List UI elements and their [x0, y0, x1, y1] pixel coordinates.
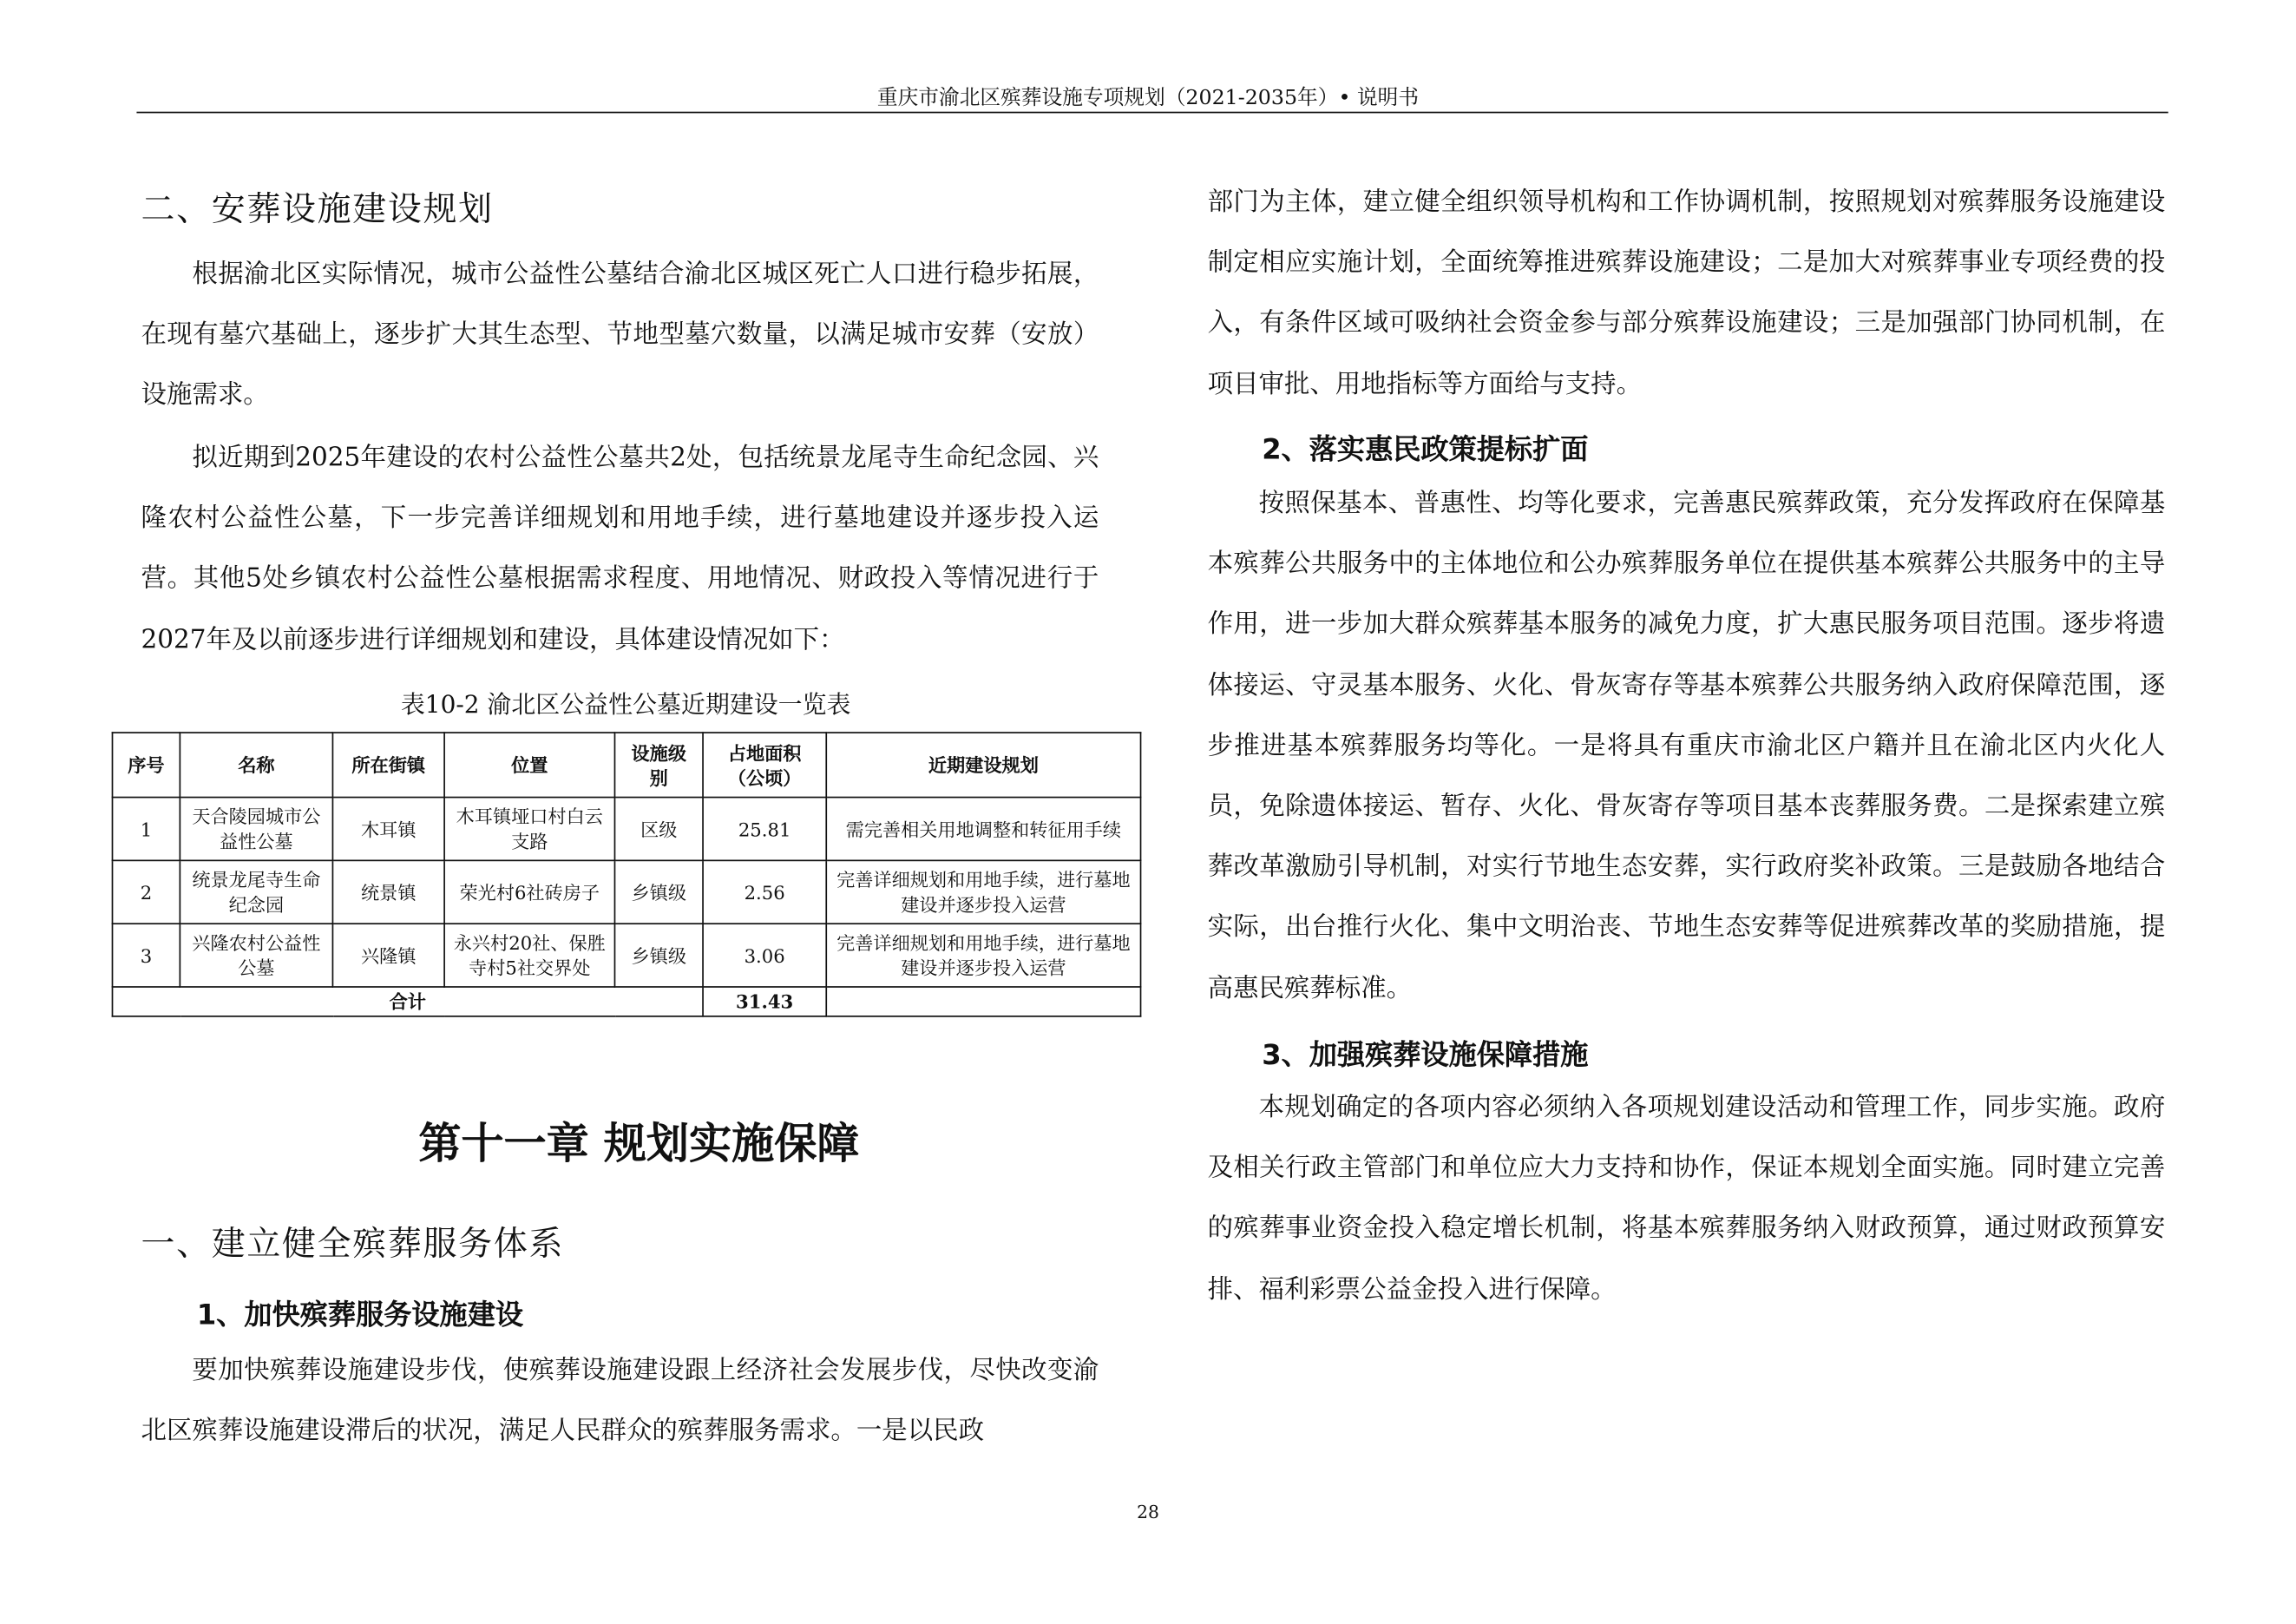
table-cell: 完善详细规划和用地手续，进行墓地建设并逐步投入运营 [826, 860, 1140, 924]
table-header-cell: 所在街镇 [332, 733, 444, 798]
table-header-cell: 占地面积（公顷） [703, 733, 826, 798]
table-cell: 天合陵园城市公益性公墓 [180, 798, 332, 861]
table-cell: 3.06 [703, 924, 826, 987]
section-heading-service-system: 一、建立健全殡葬服务体系 [141, 1226, 565, 1265]
table-cell: 需完善相关用地调整和转征用手续 [826, 798, 1140, 861]
table-header-row [113, 733, 1141, 798]
table-row [113, 860, 1141, 924]
table-cell: 统景龙尾寺生命纪念园 [180, 860, 332, 924]
table-total-row [113, 987, 1141, 1016]
cemetery-construction-table [112, 732, 1142, 1016]
table-cell: 乡镇级 [614, 924, 703, 987]
table-total-label: 合计 [113, 987, 704, 1016]
table-cell: 1 [113, 798, 180, 861]
subsection-heading-facility-construction: 1、加快殡葬服务设施建设 [196, 1299, 524, 1332]
table-cell: 兴隆农村公益性公墓 [180, 924, 332, 987]
chapter-title: 第十一章 规划实施保障 [418, 1118, 860, 1169]
paragraph-benefit-policy: 按照保基本、普惠性、均等化要求，完善惠民殡葬政策，充分发挥政府在保障基本殡葬公共服务中的主体地位和公办殡葬服务单位在提供基本殡葬公共服务中的主导作用，进一步加大群众殡葬基本服务的减免力度，扩大惠民服务项目范围。逐步将遗体接运、守灵基本服务、火化、骨灰寄存等基本殡葬公共服务纳入政府保障范围，逐步推进基本殡葬服务均等化。一是将具有重庆市渝北区户籍并且在渝北区内火化人员，免除遗体接运、暂存、火化、骨灰寄存等项目基本丧葬服务费。二是探索建立殡葬改革激励引导机制，对实行节地生态安葬，实行政府奖补政策。三是鼓励各地结合实际，出台推行火化、集中文明治丧、节地生态安葬等促进殡葬改革的奖励措施，提高惠民殡葬标准。 [1207, 489, 2166, 1003]
table-caption: 表10-2 渝北区公益性公墓近期建设一览表 [400, 690, 851, 719]
subsection-heading-safeguard-measures: 3、加强殡葬设施保障措施 [1262, 1039, 1589, 1072]
table-cell: 区级 [614, 798, 703, 861]
table-cell: 2 [113, 860, 180, 924]
table-row [113, 924, 1141, 987]
table-header-cell: 名称 [180, 733, 332, 798]
table-header-cell: 近期建设规划 [826, 733, 1140, 798]
paragraph-safeguard-measures: 本规划确定的各项内容必须纳入各项规划建设活动和管理工作，同步实施。政府及相关行政主管部门和单位应大力支持和协作，保证本规划全面实施。同时建立完善的殡葬事业资金投入稳定增长机制，将基本殡葬服务纳入财政预算，通过财政预算安排、福利彩票公益金投入进行保障。 [1207, 1093, 2166, 1305]
section-heading-burial-facilities: 二、安葬设施建设规划 [141, 191, 494, 230]
table-total-empty-cell [826, 987, 1140, 1016]
running-header: 重庆市渝北区殡葬设施专项规划（2021-2035年）• 说明书 [876, 86, 1420, 110]
table-cell: 完善详细规划和用地手续，进行墓地建设并逐步投入运营 [826, 924, 1140, 987]
paragraph-facility-construction: 要加快殡葬设施建设步伐，使殡葬设施建设跟上经济社会发展步伐，尽快改变渝北区殡葬设施建设滞后的状况，满足人民群众的殡葬服务需求。一是以民政 [141, 1356, 1099, 1447]
paragraph-rural-cemetery-plan: 拟近期到2025年建设的农村公益性公墓共2处，包括统景龙尾寺生命纪念园、兴隆农村公益性公墓，下一步完善详细规划和用地手续，进行墓地建设并逐步投入运营。其他5处乡镇农村公益性公墓根据需求程度、用地情况、财政投入等情况进行于2027年及以前逐步进行详细规划和建设，具体建设情况如下： [141, 444, 1099, 655]
paragraph-facility-construction-continued: 部门为主体，建立健全组织领导机构和工作协调机制，按照规划对殡葬服务设施建设制定相应实施计划，全面统筹推进殡葬设施建设；二是加大对殡葬事业专项经费的投入，有条件区域可吸纳社会资金参与部分殡葬设施建设；三是加强部门协同机制，在项目审批、用地指标等方面给与支持。 [1207, 187, 2166, 399]
table-cell: 3 [113, 924, 180, 987]
table-total-value: 31.43 [703, 987, 826, 1016]
table-row [113, 798, 1141, 861]
table-cell: 乡镇级 [614, 860, 703, 924]
paragraph-urban-cemetery: 根据渝北区实际情况，城市公益性公墓结合渝北区城区死亡人口进行稳步拓展，在现有墓穴基础上，逐步扩大其生态型、节地型墓穴数量，以满足城市安葬（安放）设施需求。 [141, 260, 1099, 411]
table-header-cell: 设施级别 [614, 733, 703, 798]
table-cell: 统景镇 [332, 860, 444, 924]
page-number: 28 [1137, 1502, 1159, 1523]
table-cell: 兴隆镇 [332, 924, 444, 987]
table-cell: 永兴村20社、保胜寺村5社交界处 [444, 924, 614, 987]
table-cell: 木耳镇垭口村白云支路 [444, 798, 614, 861]
table-cell: 木耳镇 [332, 798, 444, 861]
table-cell: 2.56 [703, 860, 826, 924]
table-header-cell: 位置 [444, 733, 614, 798]
table-header-cell: 序号 [113, 733, 180, 798]
header-rule [136, 112, 2168, 114]
subsection-heading-benefit-policy: 2、落实惠民政策提标扩面 [1262, 433, 1589, 466]
table-cell: 荣光村6社砖房子 [444, 860, 614, 924]
table-cell: 25.81 [703, 798, 826, 861]
